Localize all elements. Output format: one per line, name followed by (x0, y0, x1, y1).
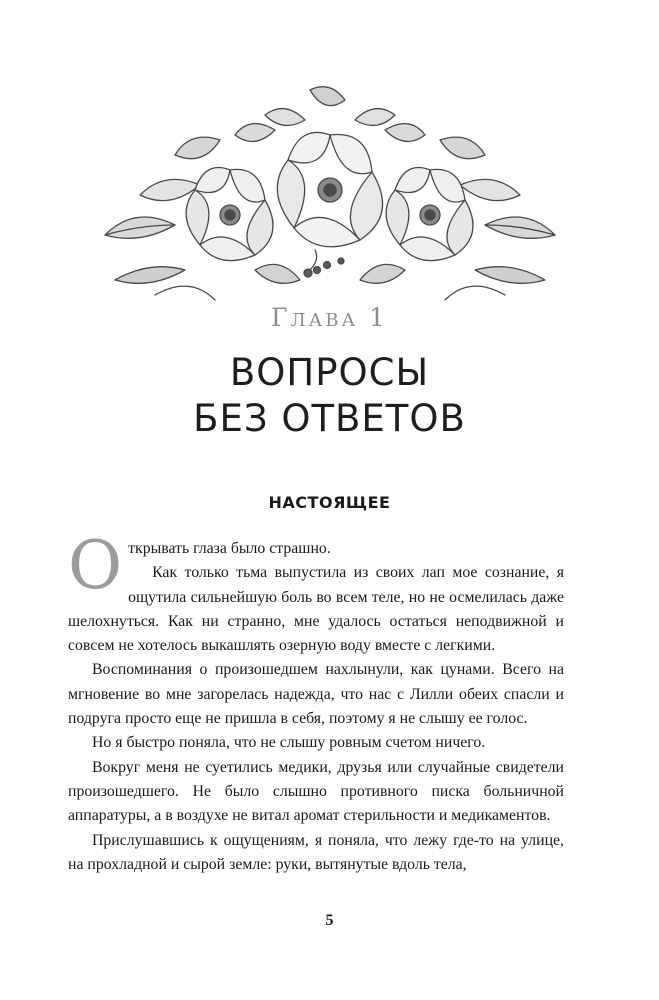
floral-ornament-icon (95, 85, 565, 310)
paragraph-1-text: ткрывать глаза было страшно. (128, 540, 331, 557)
chapter-label: Глава 1 (271, 303, 388, 332)
paragraph-5: Вокруг меня не суетились медики, друзья или случайные свидетели произошедшего. Не было слышно противного писка больничной аппаратуры, а в воздухе не витал аромат стерильности и медикаментов. (68, 758, 564, 825)
body-text (68, 527, 564, 877)
chapter-title-line-1: ВОПРОСЫ (229, 351, 430, 394)
paragraph-4: Но я быстро поняла, что не слышу ровным счетом ничего. (92, 734, 486, 752)
dropcap: О (68, 527, 123, 604)
paragraph-1 (68, 527, 564, 604)
section-heading: НАСТОЯЩЕЕ (268, 493, 391, 512)
paragraph-2: Как только тьма выпустила из своих лап мое сознание, я ощутила сильнейшую боль во всем теле, но не осмелилась даже шелохнуться. Как ни странно, мне удалось остаться неподвижной и совсем не хотелось выкашлять озерную воду вместе с легкими. (68, 564, 564, 655)
chapter-title (0, 350, 659, 442)
paragraph-3: Воспоминания о произошедшем нахлынули, как цунами. Всего на мгновение во мне загорелась надежда, что нас с Лилли обеих спасли и подруга просто еще не пришла в себя, поэтому я не слышу ее голос. (68, 661, 564, 728)
paragraph-6: Прислушавшись к ощущениям, я поняла, что лежу где-то на улице, на прохладной и сырой земле: руки, вытянутые вдоль тела, (68, 831, 564, 873)
page-number: 5 (325, 912, 334, 929)
chapter-title-line-2: БЕЗ ОТВЕТОВ (193, 397, 466, 440)
